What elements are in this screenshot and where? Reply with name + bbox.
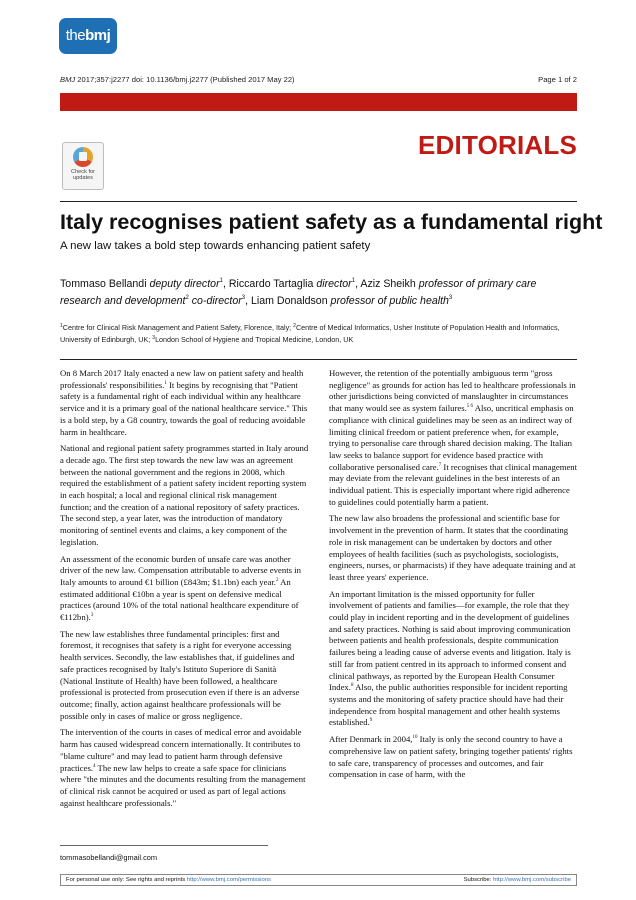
title-top-rule [60, 201, 577, 202]
paragraph-text: An important limitation is the missed opportunity for fuller involvement of patients and families—for example, the role that they could play in incident reporting and in the development of guidelines and safety practices. Nothing is said about improving communication between patients and health professionals, despite communication failures being a leading cause of adverse events and litigation. Italy is still far from patient centred in its approach to informed consent and clinical pathways, as reported by the European Health Consumer Index. [329, 588, 571, 693]
body-paragraph [329, 734, 578, 781]
author-affil: 2 [185, 295, 189, 301]
paragraph-text: The new law also broadens the professional and scientific base for involvement in the prevention of harm. It states that the coordinating role in risk management can be undertaken by doctors and other employees of health facilities (such as psychologists, sociologists, engineers, nurses, or pharmacists) if they have adequate training and at least three years' experience. [329, 513, 576, 582]
reference-marker[interactable]: 8 [350, 683, 354, 689]
body-paragraph [60, 629, 309, 723]
footer-subscribe-text: Subscribe: [463, 877, 494, 883]
reference-marker[interactable]: 10 [412, 735, 418, 741]
affil-number: 2 [293, 323, 296, 329]
paragraph-text: An estimated additional €10bn a year is spent on defensive medical practices (around 10% of the total national healthcare expenditure of €112bn). [60, 576, 299, 623]
paragraph-text: After Denmark in 2004, [329, 734, 413, 745]
page-number: Page 1 of 2 [538, 75, 577, 84]
paragraph-text: It begins by recognising that "Patient safety is a fundamental right of each individual within any healthcare service and it is a primary goal of the national healthcare service." This is a bold step, by a G8 country, towards the goal of reducing avoidable harm in healthcare. [60, 379, 308, 437]
author-affil: 3 [241, 295, 246, 301]
check-updates-line1: Check for [71, 169, 95, 175]
logo-bmj: bmj [85, 27, 111, 44]
paragraph-text: Italy is only the second country to have a comprehensive law on patient safety, bringing together patients' rights to safe care, transparency of processes and outcomes, and fair compensation in case of harm, with the [329, 734, 573, 780]
body-paragraph [329, 589, 578, 729]
author-affil: 1 [351, 278, 356, 284]
body-paragraph [60, 443, 309, 548]
body-paragraph [60, 554, 309, 624]
body-paragraph [60, 368, 309, 438]
paragraph-text: Also, the public authorities responsible for incident reporting systems and the monitoring of safety practice should have had their independence from hospital management and other health systems established. [329, 682, 568, 728]
check-for-updates-button[interactable] [62, 142, 104, 190]
footer-subscribe [464, 875, 571, 886]
header-red-bar [60, 93, 577, 111]
affil-text: Centre for Clinical Risk Management and Patient Safety, Florence, Italy; [62, 323, 294, 332]
logo-the: the [65, 27, 86, 44]
author-name: Liam Donaldson [251, 295, 328, 307]
affil-text: London School of Hygiene and Tropical Medicine, London, UK [155, 335, 354, 344]
paragraph-text: Also, uncritical emphasis on compliance with clinical guidelines may be seen as an indirect way of limiting clinical freedom or patient preference when, for example, trying to personalise care through shared decision making. The Italian law seeks to balance support for evidence based practice with collaborative personalised care. [329, 403, 574, 472]
paragraph-text: The new law helps to create a safe space for clinicians where "the minutes and the documents resulting from the management of clinical risk cannot be acquired or used as part of legal actions against healthcare professionals." [60, 762, 306, 808]
check-updates-line2: updates [73, 175, 93, 182]
article-standfirst: A new law takes a bold step towards enhancing patient safety [60, 240, 371, 252]
paragraph-text: National and regional patient safety programmes started in Italy around a decade ago. The first step towards the new law was an agreement between the national government and the regions in 2008, which required the establishment of a patient safety incident reporting system in each hospital; a local and regional clinical risk management function; and the creation of a national repository of safety practices. The second step, a year later, was the introduction of mandatory monitoring of sentinel events and claims, a key component of the legislation. [60, 443, 309, 547]
subscribe-link[interactable]: http://www.bmj.com/subscribe [493, 877, 571, 883]
permissions-link[interactable]: http://www.bmj.com/permissions [186, 877, 271, 883]
section-label: EDITORIALS [418, 130, 577, 160]
body-top-rule [60, 359, 577, 360]
paragraph-text: The intervention of the courts in cases of medical error and avoidable harm has caused widespread concern internationally. It contributes to "blame culture" and may lead to patient harm through defensive practices. [60, 727, 302, 773]
body-paragraph [60, 727, 309, 809]
footer-rights-text: For personal use only: See rights and reprints [66, 877, 187, 883]
affil-text: Centre of Medical Informatics, Usher Institute of Population Health and Informatics, University of Edinburgh, UK; [60, 323, 560, 344]
author-name: Aziz Sheikh [360, 278, 416, 290]
author-role: professor of primary care research and development [60, 278, 537, 307]
author-affil: 3 [448, 295, 453, 301]
footer-rights [66, 875, 271, 886]
author-role: deputy director [149, 278, 220, 290]
author-affil: 1 [219, 278, 223, 284]
affil-number: 3 [152, 335, 156, 341]
footnote-rule [60, 845, 268, 846]
paragraph-text: An assessment of the economic burden of unsafe care was another driver of the new law. Compensation attributable to adverse events in Italy amounts to around €1 billion (£843m; $1.1bn) each year. [60, 553, 301, 587]
body-paragraph [329, 368, 578, 508]
reference-marker[interactable]: 7 [438, 462, 442, 468]
paragraph-text: However, the retention of the potentially ambiguous term "gross negligence" as grounds for action has led to healthcare professionals in other jurisdictions being convicted of manslaughter in circumstances that many would see as system failures. [329, 368, 576, 414]
crossmark-icon [73, 147, 93, 167]
journal-name: BMJ [60, 75, 76, 84]
reference-marker[interactable]: 9 [369, 718, 373, 724]
author-role: co-director [191, 295, 242, 307]
paragraph-text: The new law establishes three fundamental principles: first and foremost, it recognises that safety is a right for everyone accessing health services. Secondly, the law establishes that, if guidelines and safe practices recognised by Italy's Istituto Superiore di Sanità (National Institute of Health) have been followed, a healthcare professional is protected from prosecution even if there is an adverse outcome; finally, action against healthcare professionals will be possible only in cases of malice or gross negligence. [60, 628, 300, 721]
reference-marker[interactable]: 4 [93, 763, 96, 769]
citation-line [60, 75, 295, 84]
article-title: Italy recognises patient safety as a fundamental right [60, 210, 603, 234]
reference-marker[interactable]: 5 6 [466, 404, 474, 410]
author-name: Riccardo Tartaglia [228, 278, 314, 290]
bmj-logo[interactable] [59, 18, 117, 54]
footer-bar [60, 874, 577, 886]
affil-number: 1 [60, 323, 63, 329]
body-column-left [60, 368, 309, 814]
author-role: professor of public health [330, 295, 449, 307]
body-column-right [329, 368, 578, 786]
citation-details: 2017;357:j2277 doi: 10.1136/bmj.j2277 (Published 2017 May 22) [75, 75, 295, 84]
affiliations [60, 322, 580, 346]
paragraph-text: On 8 March 2017 Italy enacted a new law on patient safety and health professionals' responsibilities. [60, 368, 304, 390]
reference-marker[interactable]: 1 [164, 380, 167, 386]
body-paragraph [329, 513, 578, 583]
author-role: director [316, 278, 352, 290]
reference-marker[interactable]: 2 [275, 577, 279, 583]
corresponding-email[interactable]: tommasobellandi@gmail.com [60, 853, 158, 862]
author-list: Tommaso Bellandi deputy director$^1$, Riccardo Tartaglia director$^1$, Aziz Sheikh professor of primary care research and development$^2$ co-director$^3$, Liam Donaldson professor of public health$^3$ [60, 278, 537, 307]
paragraph-text: It recognises that clinical management may deviate from the relevant guidelines in the best interests of an individual patient. This is especially important where rigid adherence to guidelines could potentially harm a patient. [329, 461, 578, 507]
reference-marker[interactable]: 3 [90, 613, 94, 619]
author-name: Tommaso Bellandi [60, 278, 147, 290]
